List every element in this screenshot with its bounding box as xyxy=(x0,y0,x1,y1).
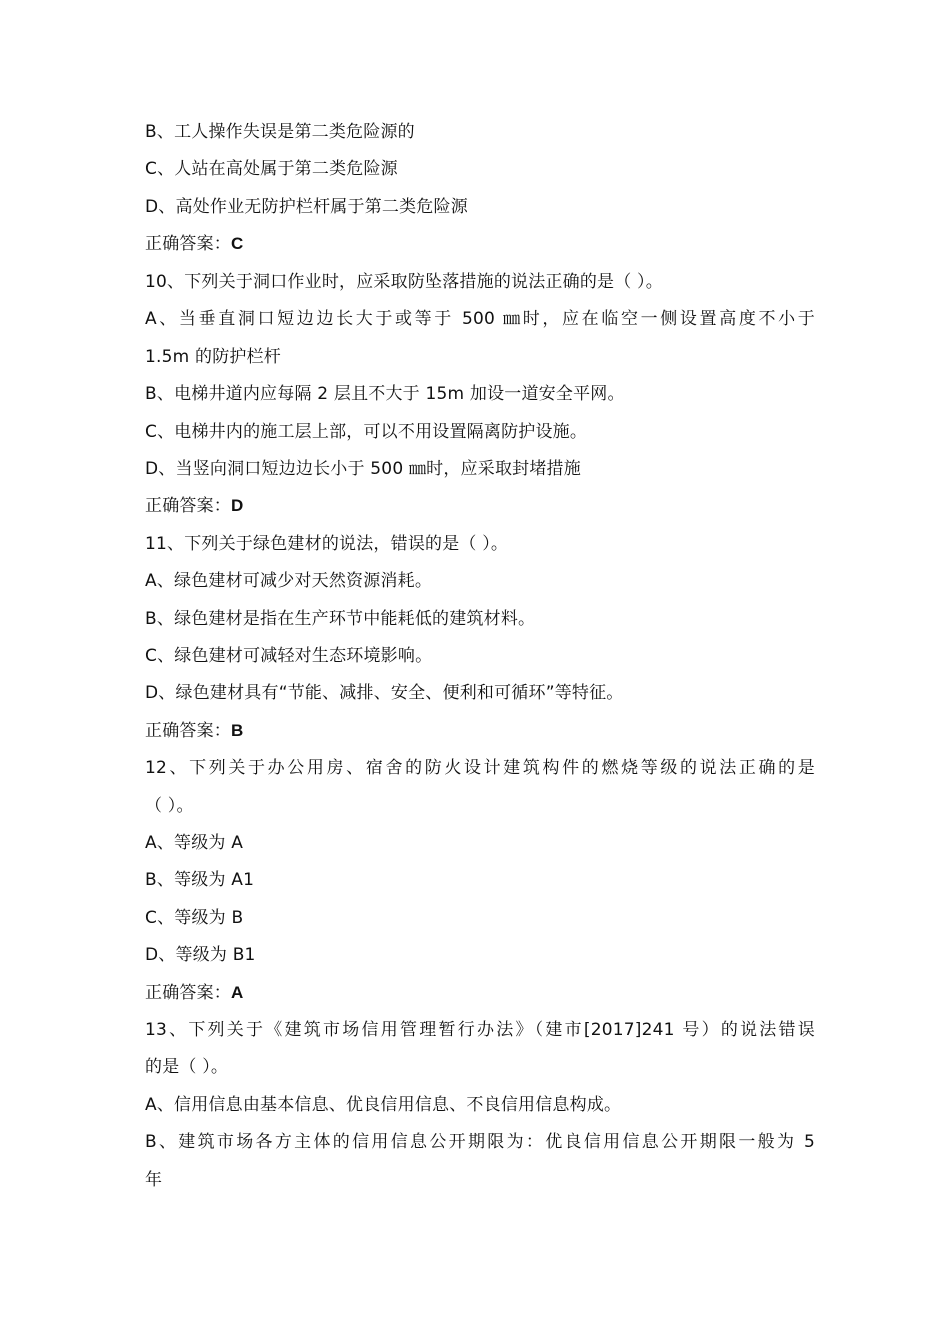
option-a-q13: A、信用信息由基本信息、优良信用信息、不良信用信息构成。 xyxy=(145,1095,622,1115)
answer-label: 正确答案： xyxy=(145,983,231,1003)
option-b-q10: B、电梯井道内应每隔 2 层且不大于 15m 加设一道安全平网。 xyxy=(145,384,625,404)
question-13: 13、下列关于《建筑市场信用管理暂行办法》（建市[2017]241 号）的说法错误 xyxy=(145,1020,815,1040)
option-c-q11: C、绿色建材可减轻对生态环境影响。 xyxy=(145,646,433,666)
answer-value: B xyxy=(231,721,244,740)
answer-q12 xyxy=(145,981,815,1005)
answer-label: 正确答案： xyxy=(145,721,231,741)
option-b-q9: B、工人操作失误是第二类危险源的 xyxy=(145,122,415,142)
question-13-cont: 的是（ ）。 xyxy=(145,1057,229,1077)
answer-q9 xyxy=(145,232,815,256)
answer-value: D xyxy=(231,496,244,515)
option-a-q11: A、绿色建材可减少对天然资源消耗。 xyxy=(145,571,433,591)
answer-q11 xyxy=(145,719,815,743)
answer-label: 正确答案： xyxy=(145,234,231,254)
option-c-q12: C、等级为 B xyxy=(145,908,244,928)
option-a-q10-cont: 1.5m 的防护栏杆 xyxy=(145,347,281,367)
option-b-q12: B、等级为 A1 xyxy=(145,870,255,890)
option-c-q10: C、电梯井内的施工层上部，可以不用设置隔离防护设施。 xyxy=(145,422,588,442)
answer-value: C xyxy=(231,234,244,253)
option-c-q9: C、人站在高处属于第二类危险源 xyxy=(145,159,398,179)
question-12-cont: （ ）。 xyxy=(145,796,194,816)
option-a-q10: A、当垂直洞口短边边长大于或等于 500 ㎜时，应在临空一侧设置高度不小于 xyxy=(145,309,815,329)
answer-q10 xyxy=(145,494,815,518)
question-11: 11、下列关于绿色建材的说法，错误的是（ ）。 xyxy=(145,534,509,554)
answer-label: 正确答案： xyxy=(145,496,231,516)
option-b-q11: B、绿色建材是指在生产环节中能耗低的建筑材料。 xyxy=(145,609,536,629)
option-d-q9: D、高处作业无防护栏杆属于第二类危险源 xyxy=(145,197,468,217)
option-d-q12: D、等级为 B1 xyxy=(145,945,256,965)
answer-value: A xyxy=(231,983,244,1002)
option-a-q12: A、等级为 A xyxy=(145,833,244,853)
option-b-q13-cont: 年 xyxy=(145,1170,163,1190)
option-d-q11: D、绿色建材具有“节能、减排、安全、便利和可循环”等特征。 xyxy=(145,683,624,703)
option-b-q13: B、建筑市场各方主体的信用信息公开期限为：优良信用信息公开期限一般为 5 xyxy=(145,1132,815,1152)
question-12: 12、下列关于办公用房、宿舍的防火设计建筑构件的燃烧等级的说法正确的是 xyxy=(145,758,815,778)
option-d-q10: D、当竖向洞口短边边长小于 500 ㎜时，应采取封堵措施 xyxy=(145,459,581,479)
question-10: 10、下列关于洞口作业时，应采取防坠落措施的说法正确的是（ ）。 xyxy=(145,272,663,292)
